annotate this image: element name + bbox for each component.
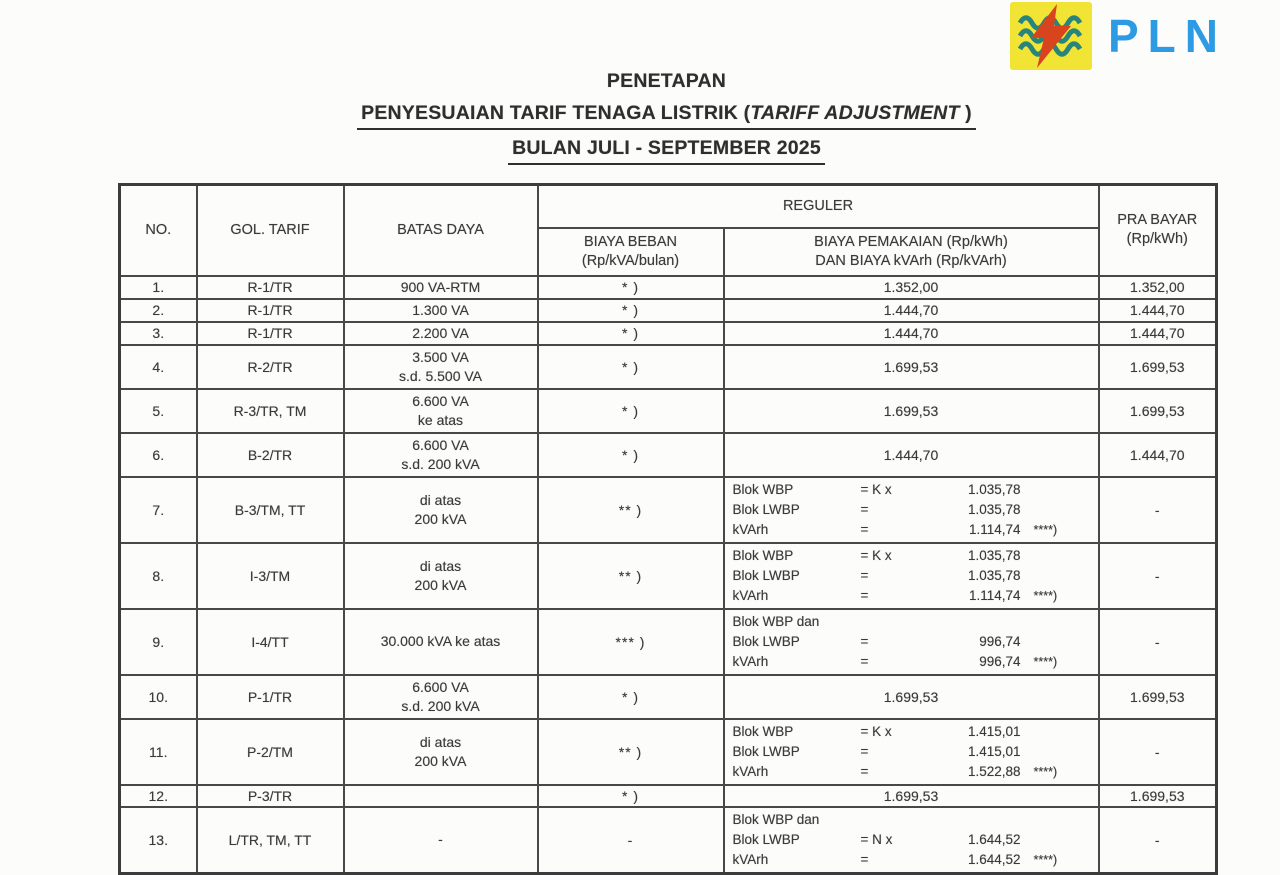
cell-gol-tarif: R-1/TR (197, 276, 344, 299)
cell-no: 12. (120, 785, 197, 807)
cell-no: 3. (120, 322, 197, 345)
blok-line (733, 586, 1094, 606)
table-body (120, 276, 1217, 874)
bl-op: = (860, 501, 869, 517)
batas-daya-line: s.d. 5.500 VA (398, 367, 482, 384)
cell-gol-tarif: B-2/TR (197, 433, 344, 477)
bl-suf (1021, 500, 1094, 520)
cell-biaya-pemakaian (724, 609, 1099, 675)
header-biaya-pemakaian (724, 228, 1099, 276)
batas-daya-line: ke atas (417, 411, 464, 428)
batas-daya-line: 30.000 kVA ke atas (380, 633, 501, 649)
table-row (120, 785, 1217, 807)
title-line3: BULAN JULI - SEPTEMBER 2025 (118, 137, 1215, 165)
cell-gol-tarif: R-2/TR (197, 345, 344, 389)
cell-no: 6. (120, 433, 197, 477)
cell-batas-daya (344, 785, 538, 807)
cell-biaya-pemakaian: 1.699,53 (724, 345, 1099, 389)
cell-biaya-pemakaian: 1.444,70 (724, 322, 1099, 345)
cell-biaya-beban: * ) (538, 322, 724, 345)
cell-pra-bayar: - (1099, 609, 1217, 675)
cell-batas-daya (344, 433, 538, 477)
cell-pra-bayar: 1.352,00 (1099, 276, 1217, 299)
cell-batas-daya (344, 543, 538, 609)
batas-daya-line: 200 kVA (414, 576, 467, 593)
batas-daya-line: s.d. 200 kVA (401, 697, 480, 714)
header-biaya-pemakaian-line2: DAN BIAYA kVArh (Rp/kVArh) (815, 252, 1007, 269)
document-titles (118, 70, 1215, 165)
cell-biaya-pemakaian (724, 543, 1099, 609)
cell-biaya-pemakaian (724, 719, 1099, 785)
cell-biaya-pemakaian: 1.699,53 (724, 389, 1099, 433)
bl-val (925, 810, 1021, 830)
bl-suf (1021, 546, 1094, 566)
cell-no: 9. (120, 609, 197, 675)
cell-pra-bayar: 1.699,53 (1099, 345, 1217, 389)
cell-biaya-beban: * ) (538, 389, 724, 433)
header-batas-daya: BATAS DAYA (344, 185, 538, 276)
bl-suf (1021, 810, 1094, 830)
batas-daya-line: s.d. 200 kVA (401, 455, 480, 472)
bl-label: Blok LWBP (732, 831, 800, 847)
bl-suf (1021, 722, 1094, 742)
cell-gol-tarif: R-3/TR, TM (197, 389, 344, 433)
bl-val: 1.035,78 (967, 547, 1021, 563)
cell-gol-tarif: P-1/TR (197, 675, 344, 719)
header-no: NO. (120, 185, 197, 276)
cell-biaya-beban: * ) (538, 299, 724, 322)
bl-suf (1021, 742, 1094, 762)
bl-val: 996,74 (979, 653, 1021, 669)
cell-biaya-pemakaian: 1.444,70 (724, 299, 1099, 322)
blok-line (733, 612, 1094, 632)
bl-op (861, 612, 925, 632)
blok-line (733, 810, 1094, 830)
cell-biaya-beban: - (538, 807, 724, 874)
bl-val: 1.644,52 (967, 831, 1021, 847)
batas-daya-line: 3.500 VA (412, 348, 469, 365)
bl-suf (1021, 632, 1094, 652)
bl-val: 1.415,01 (967, 743, 1021, 759)
bl-label: kVArh (732, 587, 769, 603)
bl-label: Blok WBP (732, 723, 794, 739)
table-row (120, 345, 1217, 389)
cell-pra-bayar: 1.699,53 (1099, 785, 1217, 807)
title-line2 (118, 102, 1215, 130)
batas-daya-line: - (438, 831, 443, 847)
cell-batas-daya (344, 345, 538, 389)
bl-suf (1021, 612, 1094, 632)
bl-op: = (860, 653, 869, 669)
batas-daya-line: 6.600 VA (412, 392, 469, 409)
tariff-table (118, 183, 1218, 875)
cell-biaya-beban: ** ) (538, 719, 724, 785)
cell-pra-bayar: - (1099, 477, 1217, 543)
bl-val: 1.522,88 (967, 763, 1021, 779)
bl-op: = N x (860, 831, 893, 847)
bl-label: kVArh (732, 521, 769, 537)
bl-op: = K x (860, 481, 892, 497)
table-row (120, 299, 1217, 322)
cell-pra-bayar: - (1099, 807, 1217, 874)
title-line2-suffix: ) (959, 102, 972, 124)
cell-gol-tarif: P-2/TM (197, 719, 344, 785)
bl-label: Blok WBP (732, 547, 794, 563)
blok-line (733, 762, 1094, 782)
pln-logo-text: PLN (1108, 10, 1227, 62)
cell-gol-tarif: L/TR, TM, TT (197, 807, 344, 874)
bl-suf: ****) (1033, 764, 1058, 779)
cell-biaya-beban: * ) (538, 675, 724, 719)
cell-biaya-pemakaian: 1.699,53 (724, 675, 1099, 719)
header-reguler: REGULER (538, 185, 1099, 228)
table-row (120, 322, 1217, 345)
table-row (120, 807, 1217, 874)
cell-gol-tarif: P-3/TR (197, 785, 344, 807)
bl-suf (1021, 830, 1094, 850)
bl-label: kVArh (732, 851, 769, 867)
batas-daya-line: di atas (419, 557, 462, 574)
title-line2-italic: TARIFF ADJUSTMENT (750, 102, 960, 124)
batas-daya-line: 200 kVA (414, 510, 467, 527)
bl-suf: ****) (1033, 852, 1058, 867)
cell-batas-daya (344, 299, 538, 322)
blok-line (733, 632, 1094, 652)
table-row (120, 433, 1217, 477)
batas-daya-line: di atas (419, 733, 462, 750)
bl-label: Blok LWBP (732, 501, 800, 517)
bl-val: 996,74 (979, 633, 1021, 649)
table-row (120, 389, 1217, 433)
table-row (120, 609, 1217, 675)
bl-val: 1.415,01 (967, 723, 1021, 739)
cell-gol-tarif: B-3/TM, TT (197, 477, 344, 543)
bl-label: Blok LWBP (732, 743, 800, 759)
cell-no: 11. (120, 719, 197, 785)
bl-op: = (860, 851, 869, 867)
batas-daya-line: 200 kVA (414, 752, 467, 769)
cell-biaya-pemakaian: 1.352,00 (724, 276, 1099, 299)
cell-pra-bayar: 1.699,53 (1099, 389, 1217, 433)
blok-line (733, 830, 1094, 850)
pln-logo-icon (1010, 2, 1092, 70)
batas-daya-line: di atas (419, 491, 462, 508)
cell-no: 4. (120, 345, 197, 389)
bl-val: 1.114,74 (968, 587, 1021, 603)
blok-line (733, 742, 1094, 762)
header-biaya-beban-line2: (Rp/kVA/bulan) (581, 252, 680, 269)
blok-line (733, 566, 1094, 586)
cell-biaya-beban: * ) (538, 785, 724, 807)
cell-pra-bayar: 1.699,53 (1099, 675, 1217, 719)
bl-op: = (860, 763, 869, 779)
batas-daya-line: 900 VA-RTM (400, 278, 481, 295)
bl-op: = (860, 587, 869, 603)
table-row (120, 543, 1217, 609)
batas-daya-line: 1.300 VA (412, 301, 469, 318)
header-pra-bayar-line2: (Rp/kWh) (1126, 231, 1188, 248)
bl-label: kVArh (732, 763, 769, 779)
cell-biaya-pemakaian (724, 477, 1099, 543)
table-header (120, 185, 1217, 276)
table-row (120, 675, 1217, 719)
cell-biaya-beban: * ) (538, 345, 724, 389)
blok-line (733, 722, 1094, 742)
bl-op: = K x (860, 723, 892, 739)
title-line2-prefix: PENYESUAIAN TARIF TENAGA LISTRIK ( (361, 102, 751, 124)
cell-no: 7. (120, 477, 197, 543)
bl-op (861, 810, 925, 830)
cell-batas-daya (344, 477, 538, 543)
bl-label: kVArh (732, 653, 769, 669)
cell-pra-bayar: - (1099, 719, 1217, 785)
table-row (120, 276, 1217, 299)
blok-line (733, 480, 1094, 500)
cell-batas-daya (344, 276, 538, 299)
pln-logo (1010, 2, 1227, 70)
cell-biaya-pemakaian: 1.444,70 (724, 433, 1099, 477)
header-biaya-beban (538, 228, 724, 276)
cell-batas-daya (344, 389, 538, 433)
cell-batas-daya (344, 719, 538, 785)
cell-pra-bayar: 1.444,70 (1099, 299, 1217, 322)
cell-no: 13. (120, 807, 197, 874)
cell-gol-tarif: I-4/TT (197, 609, 344, 675)
cell-biaya-beban: *** ) (538, 609, 724, 675)
cell-batas-daya (344, 609, 538, 675)
cell-no: 5. (120, 389, 197, 433)
cell-biaya-pemakaian: 1.699,53 (724, 785, 1099, 807)
bl-val: 1.035,78 (967, 501, 1021, 517)
bl-suf: ****) (1033, 522, 1058, 537)
cell-pra-bayar: - (1099, 543, 1217, 609)
header-pra-bayar-line1: PRA BAYAR (1117, 212, 1198, 229)
cell-biaya-pemakaian (724, 807, 1099, 874)
cell-pra-bayar: 1.444,70 (1099, 322, 1217, 345)
cell-pra-bayar: 1.444,70 (1099, 433, 1217, 477)
batas-daya-line: 6.600 VA (412, 678, 469, 695)
bl-suf: ****) (1033, 588, 1058, 603)
bl-label: Blok LWBP (732, 567, 800, 583)
bl-val: 1.035,78 (967, 481, 1021, 497)
header-biaya-pemakaian-line1: BIAYA PEMAKAIAN (Rp/kWh) (814, 233, 1008, 250)
bl-op: = K x (860, 547, 892, 563)
header-pra-bayar (1099, 185, 1217, 276)
bl-label: Blok LWBP (732, 633, 800, 649)
cell-batas-daya (344, 675, 538, 719)
bl-op: = (860, 743, 869, 759)
cell-no: 8. (120, 543, 197, 609)
cell-no: 2. (120, 299, 197, 322)
bl-label: Blok WBP (732, 481, 794, 497)
blok-line (733, 546, 1094, 566)
cell-no: 1. (120, 276, 197, 299)
header-biaya-beban-line1: BIAYA BEBAN (584, 233, 677, 250)
cell-biaya-beban: * ) (538, 433, 724, 477)
title-line1: PENETAPAN (606, 70, 727, 92)
bl-op: = (860, 633, 869, 649)
bl-suf (1021, 566, 1094, 586)
cell-gol-tarif: R-1/TR (197, 299, 344, 322)
cell-biaya-beban: ** ) (538, 543, 724, 609)
table-row (120, 477, 1217, 543)
bl-val: 1.114,74 (968, 521, 1021, 537)
bl-op: = (860, 521, 869, 537)
bl-label: Blok WBP dan (732, 613, 820, 629)
cell-batas-daya (344, 322, 538, 345)
cell-batas-daya (344, 807, 538, 874)
cell-gol-tarif: I-3/TM (197, 543, 344, 609)
cell-biaya-beban: * ) (538, 276, 724, 299)
bl-val: 1.035,78 (967, 567, 1021, 583)
bl-op: = (860, 567, 869, 583)
cell-biaya-beban: ** ) (538, 477, 724, 543)
bl-label: Blok WBP dan (732, 811, 820, 827)
bl-val: 1.644,52 (967, 851, 1021, 867)
blok-line (733, 520, 1094, 540)
batas-daya-line: 2.200 VA (412, 324, 469, 341)
blok-line (733, 652, 1094, 672)
bl-val (925, 612, 1021, 632)
bl-suf: ****) (1033, 654, 1058, 669)
cell-gol-tarif: R-1/TR (197, 322, 344, 345)
table-row (120, 719, 1217, 785)
batas-daya-line: 6.600 VA (412, 436, 469, 453)
blok-line (733, 500, 1094, 520)
bl-suf (1021, 480, 1094, 500)
header-gol-tarif: GOL. TARIF (197, 185, 344, 276)
cell-no: 10. (120, 675, 197, 719)
